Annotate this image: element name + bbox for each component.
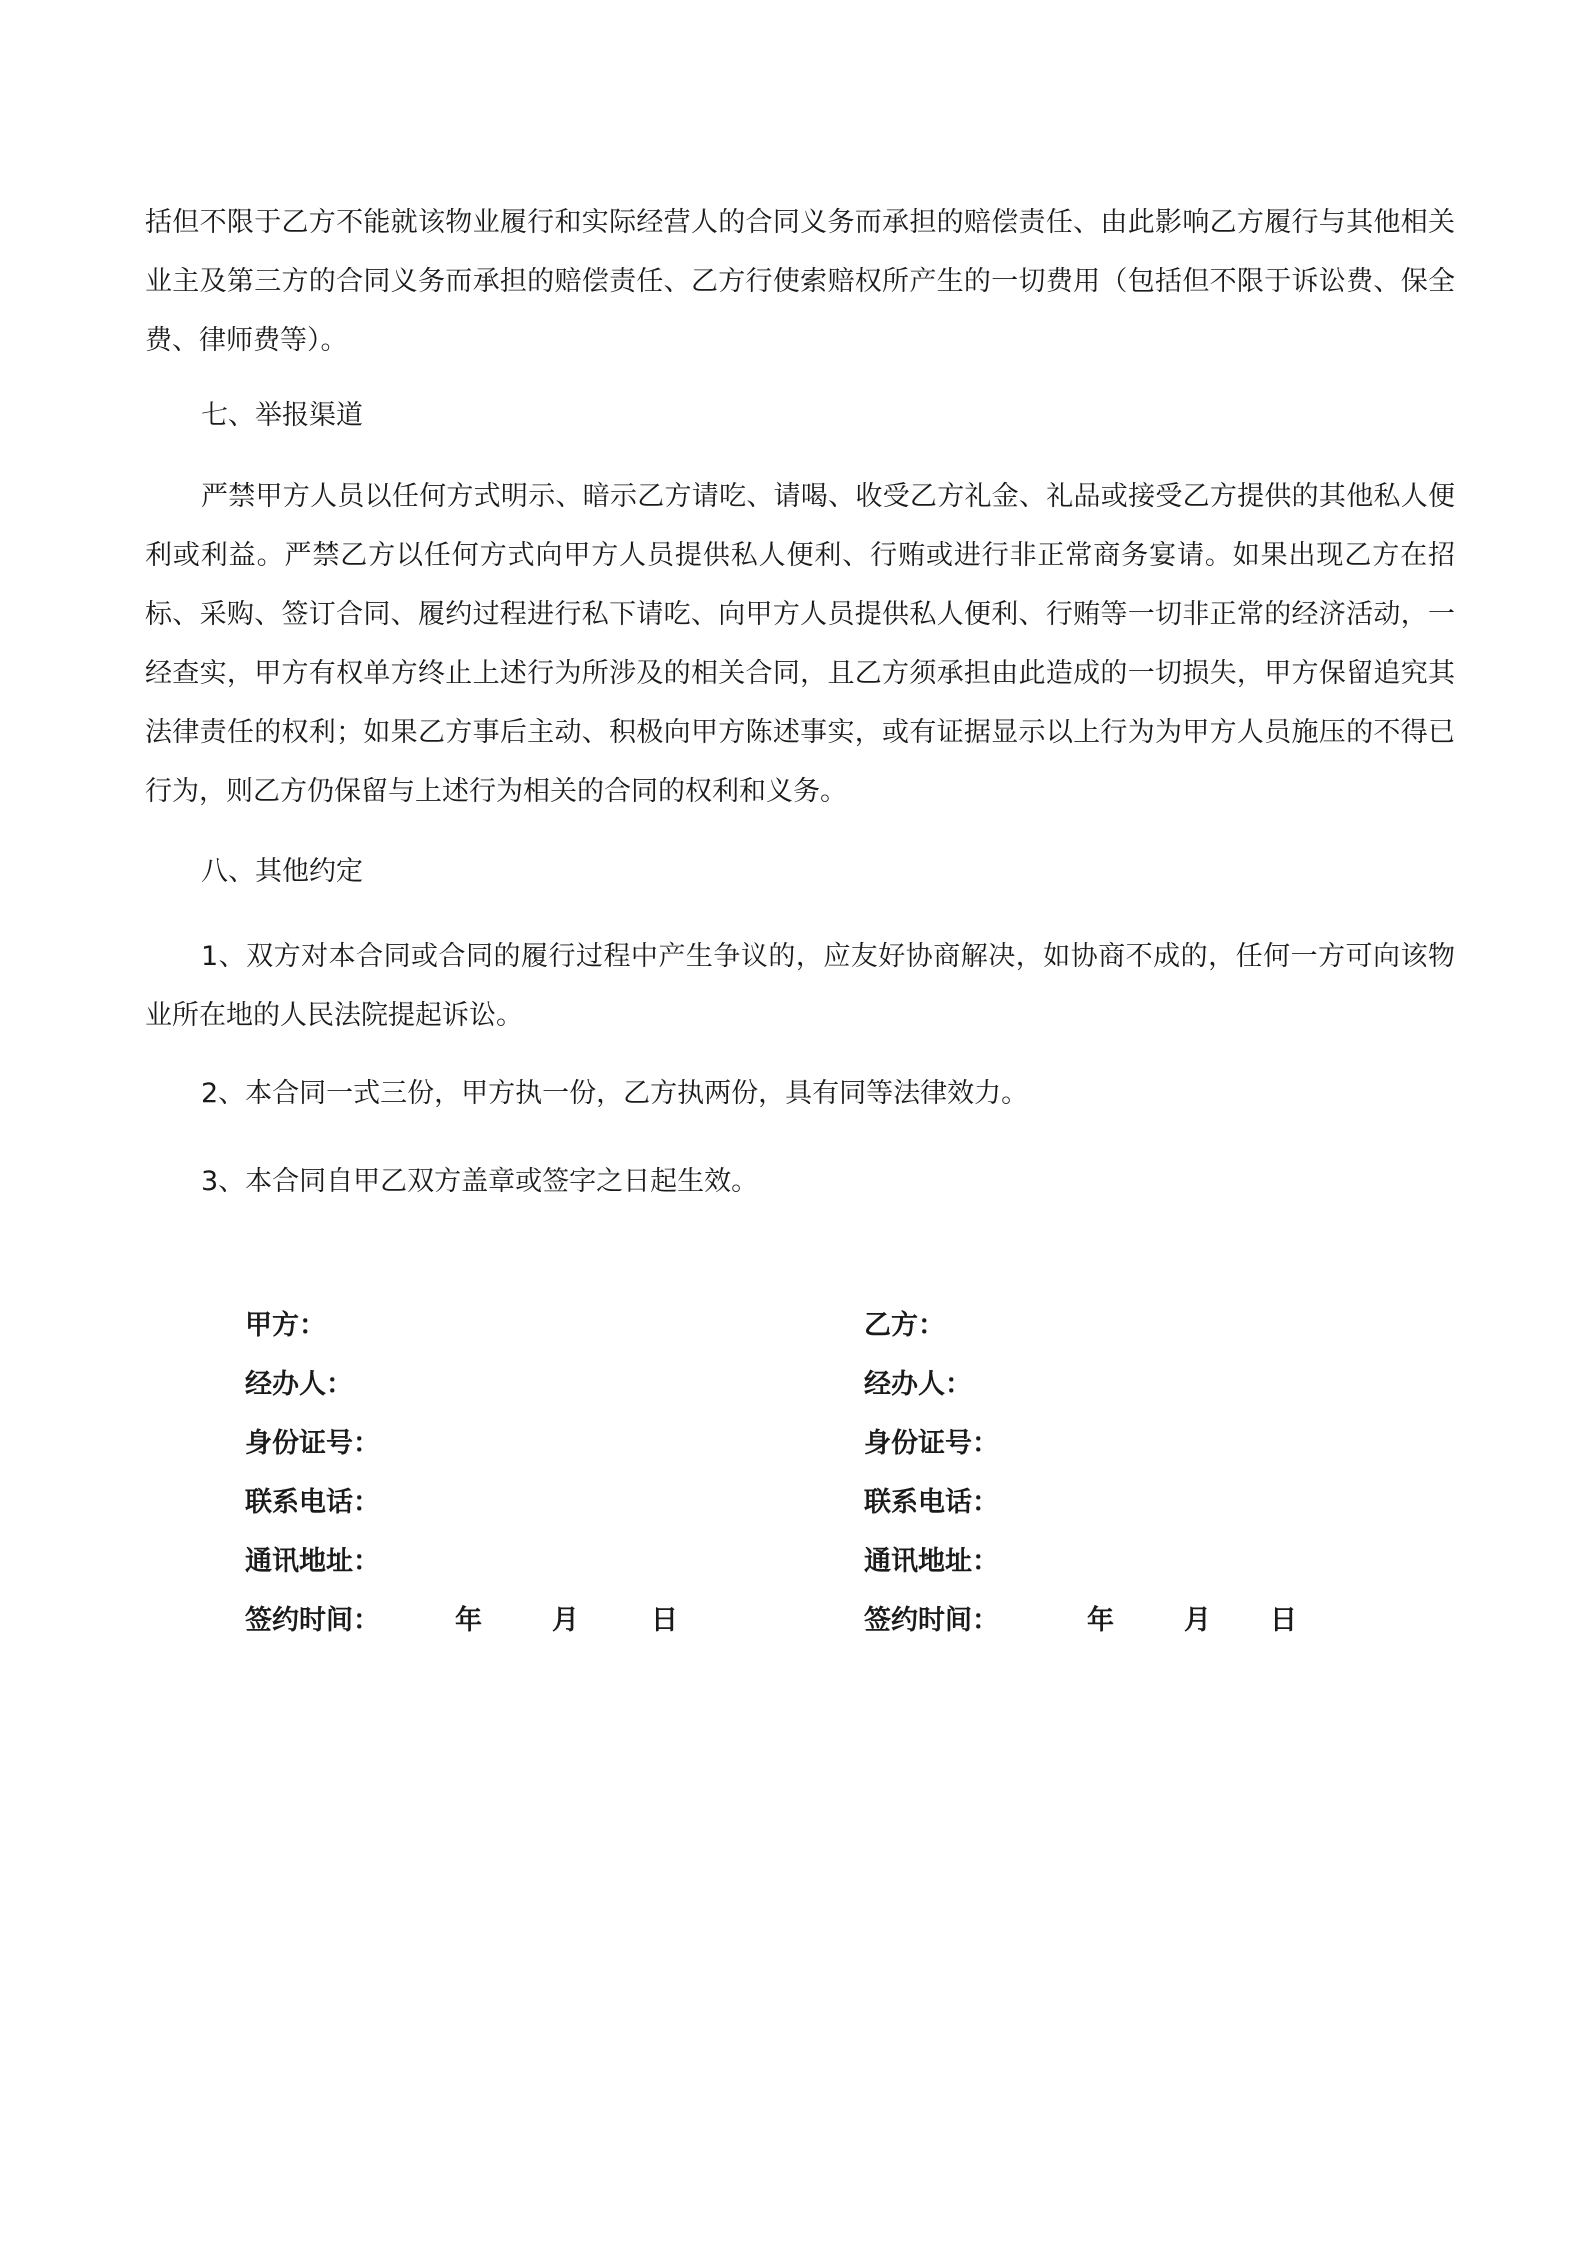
party-a-day-label: 日 (651, 1605, 678, 1636)
section-heading-report-channel: 七、举报渠道 (201, 400, 363, 431)
party-a-phone-label: 联系电话： (245, 1487, 380, 1518)
party-a-label: 甲方： (245, 1310, 326, 1341)
party-a-address-label: 通讯地址： (245, 1546, 380, 1577)
party-a-month-label: 月 (552, 1605, 579, 1636)
section-heading-other-terms: 八、其他约定 (201, 856, 363, 887)
party-b-label: 乙方： (864, 1310, 945, 1341)
paragraph-liability: 括但不限于乙方不能就该物业履行和实际经营人的合同义务而承担的赔偿责任、由此影响乙方履行与其他相关业主及第三方的合同义务而承担的赔偿责任、乙方行使索赔权所产生的一切费用（包括但不限于诉讼费、保全费、律师费等）。 (145, 207, 1455, 356)
paragraph-report-channel: 严禁甲方人员以任何方式明示、暗示乙方请吃、请喝、收受乙方礼金、礼品或接受乙方提供的其他私人便利或利益。严禁乙方以任何方式向甲方人员提供私人便利、行贿或进行非正常商务宴请。如果出现乙方在招标、采购、签订合同、履约过程进行私下请吃、向甲方人员提供私人便利、行贿等一切非正常的经济活动，一经查实，甲方有权单方终止上述行为所涉及的相关合同，且乙方须承担由此造成的一切损失，甲方保留追究其法律责任的权利；如果乙方事后主动、积极向甲方陈述事实，或有证据显示以上行为为甲方人员施压的不得已行为，则乙方仍保留与上述行为相关的合同的权利和义务。 (145, 481, 1455, 807)
party-a-agent-label: 经办人： (245, 1369, 353, 1400)
party-b-phone-label: 联系电话： (864, 1487, 999, 1518)
signature-block-party-a (245, 1306, 805, 1660)
party-b-month-label: 月 (1184, 1605, 1211, 1636)
party-b-date-row (864, 1601, 1424, 1660)
party-b-date-label: 签约时间： (864, 1605, 999, 1636)
party-b-day-label: 日 (1270, 1605, 1297, 1636)
clause-copies: 2、本合同一式三份，甲方执一份，乙方执两份，具有同等法律效力。 (201, 1078, 1029, 1109)
party-b-agent-label: 经办人： (864, 1369, 972, 1400)
party-a-id-label: 身份证号： (245, 1428, 380, 1459)
clause-dispute-resolution: 1、双方对本合同或合同的履行过程中产生争议的，应友好协商解决，如协商不成的，任何一方可向该物业所在地的人民法院提起诉讼。 (145, 941, 1455, 1031)
party-a-year-label: 年 (455, 1605, 482, 1636)
party-b-year-label: 年 (1087, 1605, 1114, 1636)
party-b-id-label: 身份证号： (864, 1428, 999, 1459)
clause-effective-date: 3、本合同自甲乙双方盖章或签字之日起生效。 (201, 1166, 759, 1197)
signature-block-party-b (864, 1306, 1424, 1660)
party-a-date-label: 签约时间： (245, 1605, 380, 1636)
party-a-date-row (245, 1601, 805, 1660)
party-b-address-label: 通讯地址： (864, 1546, 999, 1577)
